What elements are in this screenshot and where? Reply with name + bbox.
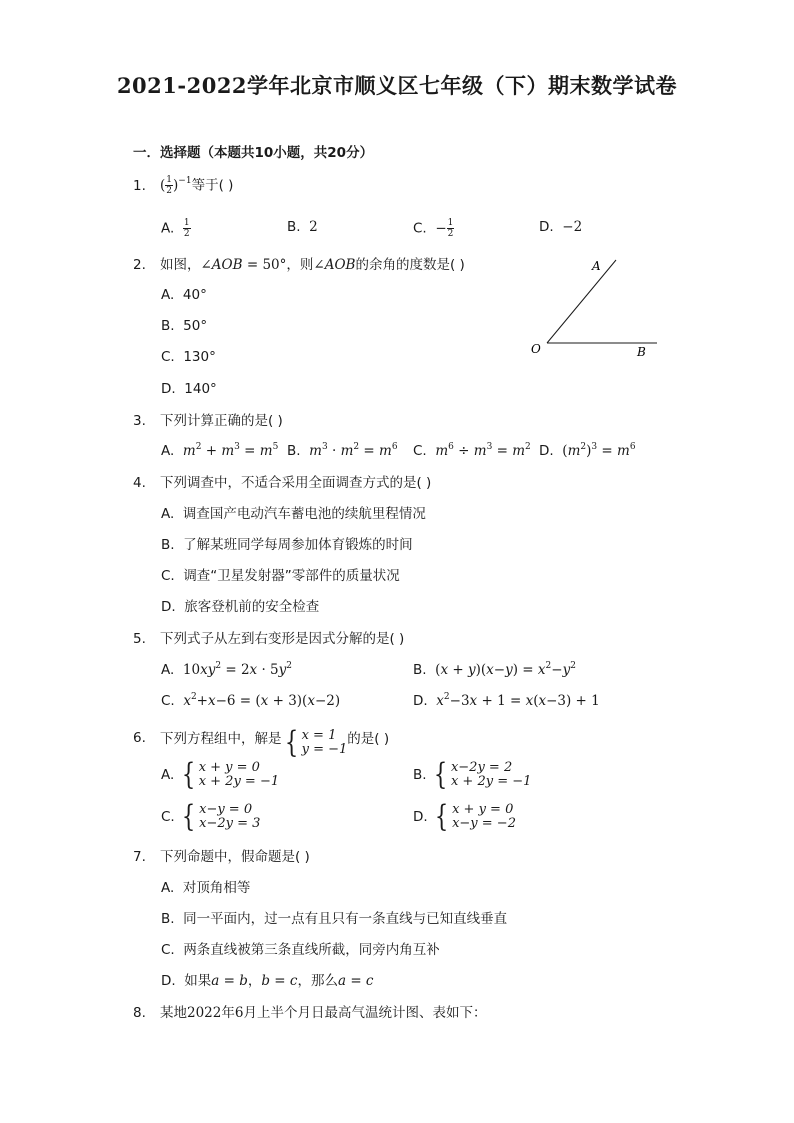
option-c[interactable]: C. 两条直线被第三条直线所截，同旁内角互补 bbox=[161, 942, 440, 958]
question-stem: 下列式子从左到右变形是因式分解的是( ) bbox=[160, 631, 405, 647]
option-d[interactable]: D. −2 bbox=[539, 219, 583, 235]
question-number: 4. bbox=[133, 475, 146, 491]
option-c[interactable]: C. { x−y = 0 x−2y = 3 bbox=[161, 799, 261, 834]
option-c[interactable]: C. 调查“卫星发射器”零部件的质量状况 bbox=[161, 568, 400, 584]
question-stem: 如图，∠AOB = 50°，则∠AOB的余角的度数是( ) bbox=[160, 257, 465, 273]
label-o: O bbox=[531, 342, 541, 356]
option-c[interactable]: C. 130° bbox=[161, 349, 216, 365]
option-b[interactable]: B. 了解某班同学每周参加体育锻炼的时间 bbox=[161, 537, 413, 553]
option-b[interactable]: B. $(x + y)(x-y) = x^2-y^2$ bbox=[413, 660, 576, 678]
question-stem: 某地2022年6月上半个月日最高气温统计图、表如下： bbox=[160, 1005, 487, 1021]
option-d[interactable]: D. 如果a = b，b = c，那么a = c bbox=[161, 973, 374, 989]
option-a[interactable]: A. 40° bbox=[161, 287, 207, 303]
question-number: 7. bbox=[133, 849, 146, 865]
question-stem: 下列命题中，假命题是( ) bbox=[160, 849, 310, 865]
question-number: 1. bbox=[133, 178, 146, 194]
option-a[interactable]: A. $m^2 + m^3 = m^5$ bbox=[161, 441, 279, 459]
question-number: 8. bbox=[133, 1005, 146, 1021]
question-stem: ( $\frac{1}{2}$ )$^{-1}$等于( ) bbox=[160, 175, 234, 196]
fraction: $\frac{1}{2}$ bbox=[166, 175, 173, 196]
question-number: 6. bbox=[133, 730, 146, 746]
option-c[interactable]: C. $x^2+x-6 = (x + 3)(x-2)$ bbox=[161, 691, 341, 709]
option-b[interactable]: B. { x−2y = 2 x + 2y = −1 bbox=[413, 757, 532, 792]
label-b: B bbox=[637, 345, 646, 359]
option-d[interactable]: D. { x + y = 0 x−y = −2 bbox=[413, 799, 516, 834]
option-b[interactable]: B. 2 bbox=[287, 219, 318, 235]
section-heading: 一．选择题（本题共10小题，共20分） bbox=[133, 145, 374, 161]
label-a: A bbox=[592, 259, 601, 273]
question-stem: 下列计算正确的是( ) bbox=[160, 413, 283, 429]
option-c[interactable]: C. − $\frac{1}{2}$ bbox=[413, 218, 454, 239]
question-stem: 下列调查中，不适合采用全面调查方式的是( ) bbox=[160, 475, 432, 491]
page-title: 2021-2022学年北京市顺义区七年级（下）期末数学试卷 bbox=[116, 73, 678, 98]
option-a[interactable]: A. $10xy^2 = 2x \cdot 5y^2$ bbox=[161, 660, 293, 678]
ray-oa bbox=[547, 260, 616, 343]
angle-figure bbox=[525, 252, 665, 362]
question-number: 5. bbox=[133, 631, 146, 647]
option-d[interactable]: D. $(m^2)^3 = m^6$ bbox=[539, 441, 636, 459]
option-a[interactable]: A. 对顶角相等 bbox=[161, 880, 251, 896]
option-b[interactable]: B. $m^3 \cdot m^2 = m^6$ bbox=[287, 441, 398, 459]
option-a[interactable]: A. 调查国产电动汽车蓄电池的续航里程情况 bbox=[161, 506, 426, 522]
question-number: 3. bbox=[133, 413, 146, 429]
option-a[interactable]: A. { x + y = 0 x + 2y = −1 bbox=[161, 757, 280, 792]
option-c[interactable]: C. $m^6 \div m^3 = m^2$ bbox=[413, 441, 531, 459]
option-d[interactable]: D. 140° bbox=[161, 381, 217, 397]
option-b[interactable]: B. 同一平面内，过一点有且只有一条直线与已知直线垂直 bbox=[161, 911, 508, 927]
option-b[interactable]: B. 50° bbox=[161, 318, 208, 334]
question-stem: 下列方程组中，解是 { x = 1 y = −1 的是( ) bbox=[160, 725, 390, 760]
question-number: 2. bbox=[133, 257, 146, 273]
option-d[interactable]: D. 旅客登机前的安全检查 bbox=[161, 599, 320, 615]
option-a[interactable]: A. $\frac{1}{2}$ bbox=[161, 218, 190, 239]
solution-system: { x = 1 y = −1 bbox=[284, 725, 348, 760]
option-d[interactable]: D. $x^2-3x + 1 = x(x-3) + 1$ bbox=[413, 691, 600, 709]
